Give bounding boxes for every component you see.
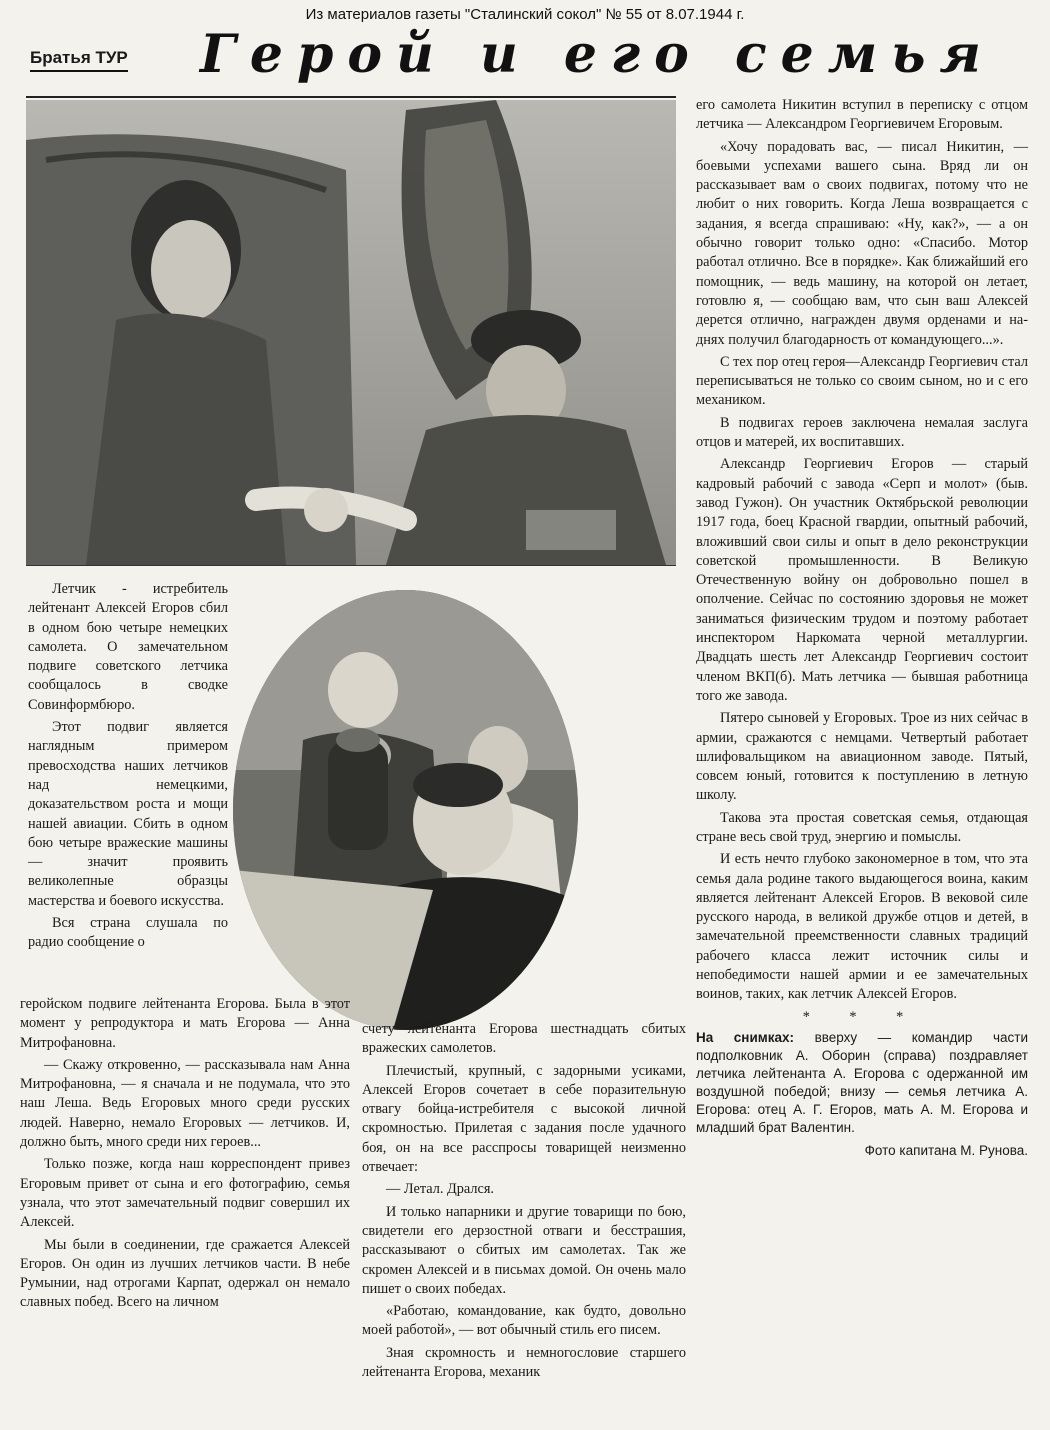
paragraph: Этот подвиг является наглядным примером превосходства наших летчиков над немецкими, доказательством роста и мощи нашей авиации. Сбить в одном бою четыре вражеские машины — значит проявить великолепные образцы мастерства и боевого искусства. bbox=[28, 719, 228, 909]
headline: Герой и его семья bbox=[200, 24, 995, 85]
photo-credit: Фото капитана М. Рунова. bbox=[864, 1142, 1028, 1158]
column-a-lower bbox=[20, 995, 350, 1316]
photo-family bbox=[233, 590, 578, 1030]
paragraph: И есть нечто глубоко закономерное в том, что эта семья дала родине такого выдающегося воина, каким является лейтенант Алексей Егоров. В вековой силе русского народа, в великой дружбе отцов и детей, в замечательной преемственности славных традиций рабочего класса лежит источник силы и непобедимости нашей армии и ее замечательных воинов, таких, как летчик Алексей Егоров. bbox=[696, 851, 1028, 1003]
top-rule bbox=[26, 96, 676, 98]
paragraph: его самолета Никитин вступил в переписку с отцом летчика — Александром Георгиевичем Егоровым. bbox=[696, 97, 1028, 133]
section-divider: * * * bbox=[802, 1008, 922, 1025]
paragraph: Только позже, когда наш корреспондент привез Егоровым привет от сына и его фотографию, семья узнала, что этот замечательный подвиг совершил их Алексей. bbox=[20, 1156, 350, 1231]
paragraph: Вся страна слушала по радио сообщение о bbox=[28, 915, 228, 951]
rubric-label: Братья ТУР bbox=[30, 48, 128, 72]
paragraph: И только напарники и другие товарищи по бою, свидетели его дерзостной отваги и бесстрашия, рассказывают о сбитых им самолетах. Так же скромен Алексей и в письмах домой. Он очень мало пишет о своих победах. bbox=[362, 1203, 686, 1297]
paragraph: геройском подвиге лейтенанта Егорова. Была в этот момент у репродуктора и мать Егорова — Анна Митрофановна. bbox=[20, 996, 350, 1051]
paragraph: счету лейтенанта Егорова шестнадцать сбитых вражеских самолетов. bbox=[362, 1021, 686, 1057]
photo-pilot-handshake-image bbox=[26, 100, 676, 565]
column-a bbox=[28, 580, 228, 956]
paragraph: Такова эта простая советская семья, отдающая стране весь свой труд, энергию и помыслы. bbox=[696, 809, 1028, 845]
paragraph: — Скажу откровенно, — рассказывала нам Анна Митрофановна, — я сначала и не подумала, что это наш Леша. Ведь Егоровых много среди русских людей. Наверно, немало Егоровых — летчиков. И, должно быть, много среди них героев... bbox=[20, 1056, 350, 1151]
photo-pilot-handshake bbox=[26, 100, 676, 566]
caption-lead: На снимках: bbox=[696, 1029, 795, 1045]
paragraph: Мы были в соединении, где сражается Алексей Егоров. Он один из лучших летчиков части. В небе Румынии, над отрогами Карпат, одержал он немало славных побед. Всего на личном bbox=[20, 1236, 350, 1311]
photo-caption bbox=[696, 1029, 1028, 1137]
source-line: Из материалов газеты "Сталинский сокол" № 55 от 8.07.1944 г. bbox=[305, 6, 745, 23]
paragraph: С тех пор отец героя—Александр Георгиевич стал переписываться не только со своим сыном, но и с его механиком. bbox=[696, 353, 1028, 409]
paragraph: Плечистый, крупный, с задорными усиками, Алексей Егоров сочетает в себе поразительную отвагу бойца-истребителя с высокой личной скромностью. Прилетая с задания после удачного боя, он на все расспросы товарищей неизменно отвечает: bbox=[362, 1062, 686, 1176]
paragraph: «Работаю, командование, как будто, довольно моей работой», — вот обычный стиль его писем. bbox=[362, 1303, 686, 1339]
paragraph: «Хочу порадовать вас, — писал Никитин, — боевыми успехами вашего сына. Вряд ли он рассказывает вам о своих подвигах, потому что не любит о них говорить. Когда Леша возвращается с задания, я всегда спрашиваю: «Ну, как?», — а он обычно говорит только одно: «Спасибо. Мотор работал отлично. Все в порядке». Как ближайший его помощник, — ведь машину, на которой он летает, готовлю я, — сообщаю вам, что сын ваш Алексей дерется отлично, награжден двумя орденами и на-днях получил благодарность от командующего...». bbox=[696, 138, 1028, 348]
column-b bbox=[362, 1020, 686, 1385]
paragraph: Александр Георгиевич Егоров — старый кадровый рабочий с завода «Серп и молот» (быв. завод Гужон). Он участник Октябрьской революции 1917 года, боец Красной гвардии, опытный рабочий, вложивший свои силы и опыт в дело реконструкции советской промышленности. В Великую Отечественную войну он добровольно пошел в ополчение. Сейчас по состоянию здоровья не может заниматься физическим трудом и поэтому работает инспектором Наркомата черной металлургии. Двадцать шесть лет Александр Георгиевич состоит членом ВКП(б). Мать летчика — бывшая работница того же завода. bbox=[696, 456, 1028, 704]
paragraph: Зная скромность и немногословие старшего лейтенанта Егорова, механик bbox=[362, 1344, 686, 1381]
caption-text: вверху — командир части подполковник А. Оборин (справа) поздравляет летчика лейтенанта А. Егорова с одержанной им воздушной победой; внизу — семья летчика А. Егорова: отец А. Г. Егоров, мать А. М. Егорова и младший брат Валентин. bbox=[696, 1029, 1028, 1135]
photo-family-image bbox=[233, 590, 578, 1030]
paragraph: В подвигах героев заключена немалая заслуга отцов и матерей, их воспитавших. bbox=[696, 414, 1028, 451]
column-c bbox=[696, 96, 1028, 1160]
paragraph: Летчик - истребитель лейтенант Алексей Егоров сбил в одном бою четыре немецких самолета. О замечательном подвиге советского летчика сообщалось в сводке Совинформбюро. bbox=[28, 581, 228, 713]
paragraph: — Летал. Дрался. bbox=[386, 1181, 494, 1198]
paragraph: Пятеро сыновей у Егоровых. Трое из них сейчас в армии, сражаются с немцами. Четвертый работает шлифовальщиком на авиационном заводе. Пятый, совсем юный, готовится к поступлению в летную школу. bbox=[696, 710, 1028, 804]
